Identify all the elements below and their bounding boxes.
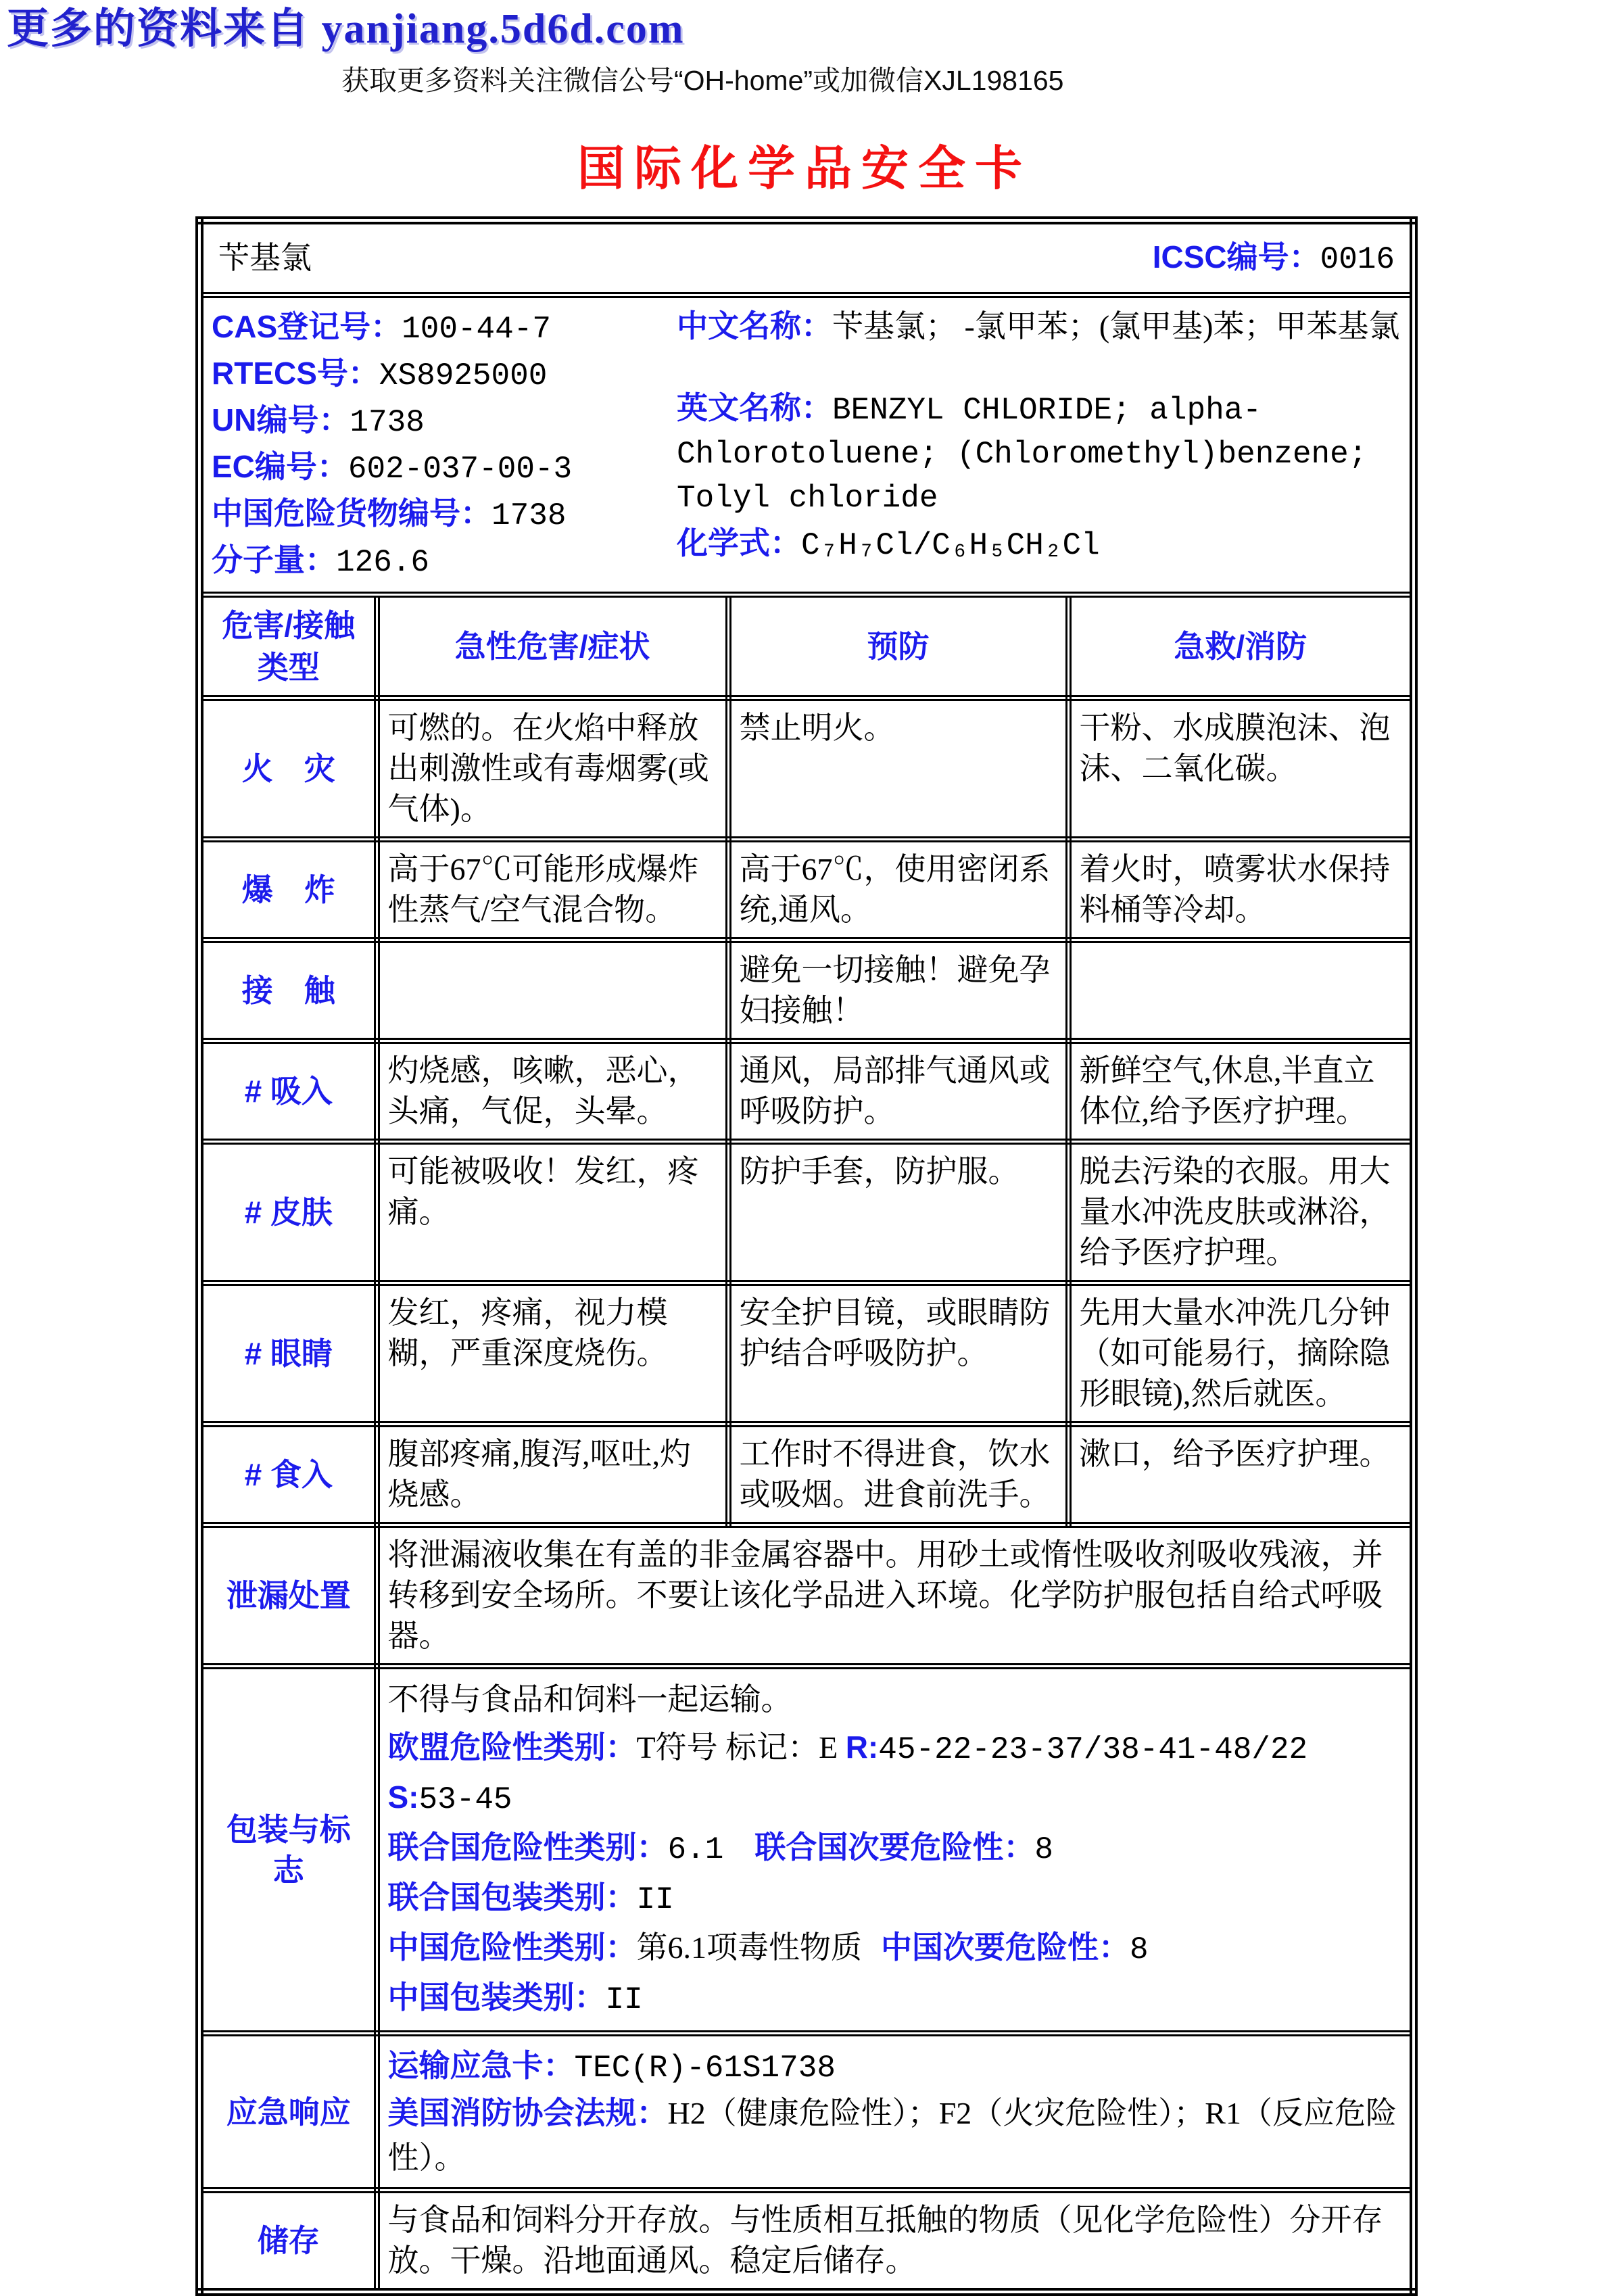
identifier-molweight bbox=[212, 538, 677, 585]
s-phrases-line bbox=[388, 1773, 1402, 1823]
hazard-label: # 吸入 bbox=[199, 1041, 377, 1142]
identifier-value: XS8925000 bbox=[379, 358, 548, 393]
symptoms-cell: 灼烧感，咳嗽，恶心，头痛，气促，头晕。 bbox=[377, 1041, 728, 1142]
prevention-cell: 禁止明火。 bbox=[728, 698, 1068, 840]
wechat-note: 获取更多资料关注微信公号“OH-home”或加微信XJL198165 bbox=[341, 65, 1064, 96]
cn-hazard-line bbox=[388, 1923, 1402, 1974]
page-title: 国际化学品安全卡 bbox=[577, 143, 1032, 195]
symptoms-cell: 高于67℃可能形成爆炸性蒸气/空气混合物。 bbox=[377, 840, 728, 940]
identifier-ec bbox=[212, 445, 677, 492]
emergency-content bbox=[377, 2034, 1414, 2191]
header-hazard-type: 危害/接触类型 bbox=[199, 595, 377, 698]
identifier-label: 中国危险货物编号： bbox=[212, 496, 491, 531]
chinese-name-label: 中文名称： bbox=[677, 308, 832, 343]
un-hazard-line bbox=[388, 1823, 1402, 1873]
cn-subrisk-label: 中国次要危险性： bbox=[881, 1930, 1130, 1965]
hazard-label: # 皮肤 bbox=[199, 1142, 377, 1283]
firstaid-cell: 脱去污染的衣服。用大量水冲洗皮肤或淋浴，给予医疗护理。 bbox=[1068, 1142, 1414, 1283]
identifiers-row bbox=[199, 295, 1414, 595]
prevention-cell: 工作时不得进食，饮水或吸烟。进食前洗手。 bbox=[728, 1425, 1068, 1525]
tec-label: 运输应急卡： bbox=[387, 2048, 575, 2083]
hazard-row-explosion bbox=[199, 840, 1414, 940]
firstaid-cell: 着火时，喷雾状水保持料桶等冷却。 bbox=[1068, 840, 1414, 940]
un-packing-value: II bbox=[636, 1882, 674, 1917]
s-phrases-value: 53-45 bbox=[418, 1782, 512, 1817]
symptoms-cell: 可能被吸收！发红，疼痛。 bbox=[377, 1142, 728, 1283]
s-phrases-label: S: bbox=[387, 1779, 419, 1815]
un-packing-line bbox=[388, 1873, 1402, 1923]
header-prevention: 预防 bbox=[728, 595, 1068, 698]
prevention-cell: 通风，局部排气通风或呼吸防护。 bbox=[728, 1041, 1068, 1142]
spill-row bbox=[199, 1525, 1414, 1667]
identifier-value: 602-037-00-3 bbox=[347, 452, 573, 487]
header-firstaid: 急救/消防 bbox=[1068, 595, 1414, 698]
storage-text: 与食品和饲料分开存放。与性质相互抵触的物质（见化学危险性）分开存放。干燥。沿地面通风。稳定后储存。 bbox=[377, 2191, 1414, 2293]
identifier-label: UN编号： bbox=[212, 402, 350, 437]
symptoms-cell: 腹部疼痛,腹泻,呕吐,灼烧感。 bbox=[377, 1425, 728, 1525]
symptoms-cell: 可燃的。在火焰中释放出刺激性或有毒烟雾(或气体)。 bbox=[377, 698, 728, 840]
transport-note: 不得与食品和饲料一起运输。 bbox=[387, 1682, 792, 1717]
substance-name: 苄基氯 bbox=[218, 241, 312, 275]
hazard-row-skin bbox=[199, 1142, 1414, 1283]
eu-class-value: T符号 标记：E bbox=[636, 1730, 846, 1765]
packaging-content bbox=[377, 1667, 1414, 2034]
section-label: 储存 bbox=[199, 2191, 377, 2293]
nfpa-line bbox=[388, 2090, 1402, 2180]
eu-hazard-line bbox=[388, 1723, 1402, 1773]
un-subrisk-value: 8 bbox=[1034, 1832, 1053, 1867]
r-phrases-label: R: bbox=[845, 1729, 879, 1765]
firstaid-cell: 新鲜空气,休息,半直立体位,给予医疗护理。 bbox=[1068, 1041, 1414, 1142]
icsc-number: 0016 bbox=[1320, 242, 1395, 277]
identifier-china-dg bbox=[212, 492, 677, 538]
hazard-row-exposure bbox=[199, 940, 1414, 1041]
chinese-name-value: 苄基氯； -氯甲苯；(氯甲基)苯；甲苯基氯 bbox=[832, 309, 1400, 343]
firstaid-cell: 漱口，给予医疗护理。 bbox=[1068, 1425, 1414, 1525]
hazard-label: 接 触 bbox=[199, 940, 377, 1041]
storage-row bbox=[199, 2191, 1414, 2293]
english-name bbox=[677, 387, 1401, 519]
hazard-row-inhalation bbox=[199, 1041, 1414, 1142]
section-label: 泄漏处置 bbox=[199, 1525, 377, 1667]
hazard-label: 爆 炸 bbox=[199, 840, 377, 940]
chinese-name bbox=[677, 305, 1401, 348]
icsc-label: ICSC编号： bbox=[1152, 239, 1320, 274]
hazard-label: # 食入 bbox=[199, 1425, 377, 1525]
substance-cell bbox=[199, 220, 1414, 295]
names-block bbox=[677, 305, 1401, 585]
prevention-cell: 安全护目镜，或眼睛防护结合呼吸防护。 bbox=[728, 1283, 1068, 1425]
prevention-cell: 防护手套，防护服。 bbox=[728, 1142, 1068, 1283]
firstaid-cell bbox=[1068, 940, 1414, 1041]
nfpa-value: H2（健康危险性）；F2（火灾危险性）；R1（反应危险性）。 bbox=[387, 2096, 1397, 2175]
cn-packing-value: II bbox=[605, 1982, 643, 2017]
identifier-label: CAS登记号： bbox=[212, 309, 402, 344]
firstaid-cell: 干粉、水成膜泡沫、泡沫、二氧化碳。 bbox=[1068, 698, 1414, 840]
cn-packing-line bbox=[388, 1974, 1402, 2024]
english-name-value: BENZYL CHLORIDE; alpha-Chlorotoluene; (Chloromethyl)benzene; Tolyl chloride bbox=[677, 393, 1368, 516]
substance-row bbox=[199, 220, 1414, 295]
firstaid-cell: 先用大量水冲洗几分钟（如可能易行，摘除隐形眼镜),然后就医。 bbox=[1068, 1283, 1414, 1425]
section-label: 应急响应 bbox=[199, 2034, 377, 2191]
safety-card-table bbox=[195, 216, 1418, 2296]
un-packing-label: 联合国包装类别： bbox=[387, 1880, 637, 1915]
un-class-label: 联合国危险性类别： bbox=[387, 1829, 668, 1865]
identifier-value: 1738 bbox=[350, 405, 425, 440]
spill-text: 将泄漏液收集在有盖的非金属容器中。用砂土或惰性吸收剂吸收残液，并转移到安全场所。不要让该化学品进入环境。化学防护服包括自给式呼吸器。 bbox=[377, 1525, 1414, 1667]
identifiers-cell bbox=[199, 295, 1414, 595]
header-symptoms: 急性危害/症状 bbox=[377, 595, 728, 698]
tec-line bbox=[388, 2043, 1402, 2090]
identifier-label: RTECS号： bbox=[212, 356, 379, 391]
identifier-rtecs bbox=[212, 352, 677, 398]
hazard-row-fire bbox=[199, 698, 1414, 840]
section-label: 包装与标志 bbox=[199, 1667, 377, 2034]
identifier-label: 分子量： bbox=[212, 542, 336, 577]
tec-value: TEC(R)-61S1738 bbox=[574, 2051, 836, 2086]
cn-packing-label: 中国包装类别： bbox=[387, 1980, 606, 2015]
hazard-label: # 眼睛 bbox=[199, 1283, 377, 1425]
hazard-label: 火 灾 bbox=[199, 698, 377, 840]
un-subrisk-label: 联合国次要危险性： bbox=[754, 1829, 1035, 1865]
identifier-label: EC编号： bbox=[212, 449, 348, 484]
cn-class-value: 第6.1项毒性物质 bbox=[636, 1930, 862, 1965]
un-class-value: 6.1 bbox=[667, 1832, 724, 1867]
identifier-un bbox=[212, 398, 677, 445]
prevention-cell: 避免一切接触！避免孕妇接触！ bbox=[728, 940, 1068, 1041]
chemical-formula bbox=[677, 522, 1401, 567]
prevention-cell: 高于67℃，使用密闭系统,通风。 bbox=[728, 840, 1068, 940]
identifier-value: 100-44-7 bbox=[402, 312, 551, 347]
identifier-list bbox=[212, 305, 677, 585]
packaging-row bbox=[199, 1667, 1414, 2034]
symptoms-cell: 发红，疼痛，视力模糊，严重深度烧伤。 bbox=[377, 1283, 728, 1425]
hazard-row-eyes bbox=[199, 1283, 1414, 1425]
identifier-cas bbox=[212, 305, 677, 352]
english-name-label: 英文名称： bbox=[677, 390, 832, 425]
eu-class-label: 欧盟危险性类别： bbox=[387, 1729, 637, 1765]
identifier-value: 1738 bbox=[491, 498, 567, 533]
symptoms-cell bbox=[377, 940, 728, 1041]
nfpa-label: 美国消防协会法规： bbox=[387, 2095, 668, 2130]
hazard-row-ingestion bbox=[199, 1425, 1414, 1525]
hazard-header-row bbox=[199, 595, 1414, 698]
identifier-value: 126.6 bbox=[336, 545, 430, 580]
formula-value: C₇H₇Cl/C₆H₅CH₂Cl bbox=[801, 528, 1100, 563]
site-banner bbox=[0, 0, 1609, 55]
banner-text: 更多的资料来自 yanjiang.5d6d.com bbox=[7, 6, 685, 52]
formula-label: 化学式： bbox=[677, 525, 801, 560]
cn-class-label: 中国危险性类别： bbox=[387, 1930, 637, 1965]
icsc-field bbox=[1153, 237, 1395, 280]
cn-subrisk-value: 8 bbox=[1130, 1932, 1149, 1967]
r-phrases-value: 45-22-23-37/38-41-48/22 bbox=[878, 1732, 1308, 1767]
emergency-row bbox=[199, 2034, 1414, 2191]
